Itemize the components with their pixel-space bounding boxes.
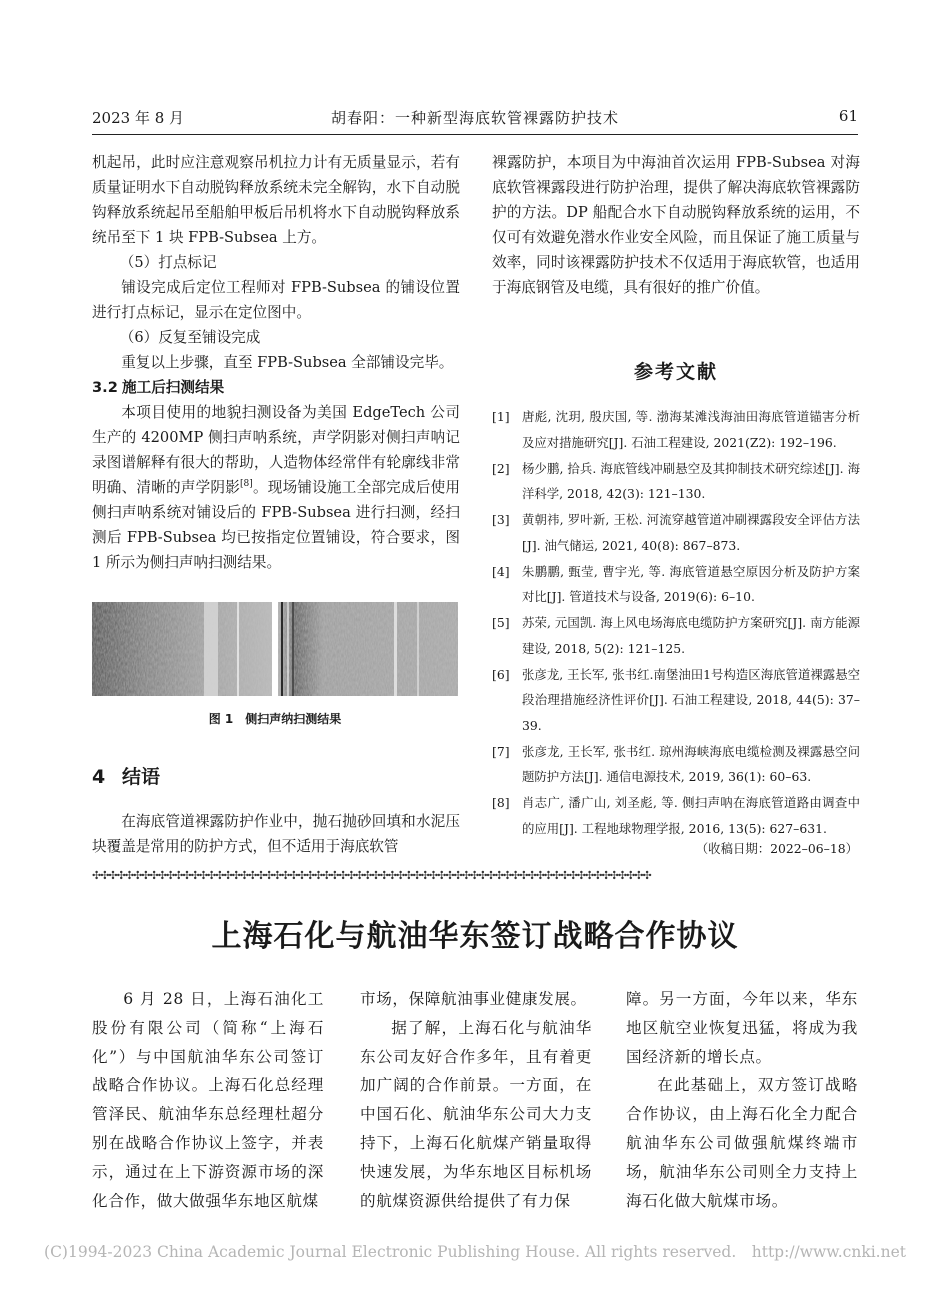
references-heading: 参考文献 (633, 361, 718, 383)
reference-text: 肖志广, 潘广山, 刘圣彪, 等. 侧扫声呐在海底管道路由调查中的应用[J]. 工程地球物理学报, 2016, 13(5): 627–631. (522, 795, 860, 836)
reference-text: 苏荣, 元国凯. 海上风电场海底电缆防护方案研究[J]. 南方能源建设, 2018, 5(2): 121–125. (522, 615, 860, 656)
news-paragraph-2-end: 障。另一方面，今年以来，华东地区航空业恢复迅猛，将成为我国经济新的增长点。 (626, 990, 858, 1066)
news-column-1 (92, 985, 324, 1215)
section-3-2-paragraph (92, 400, 460, 575)
reference-item (492, 559, 860, 610)
citation-8: [8] (240, 479, 253, 490)
left-column (92, 150, 460, 575)
reference-number: [7] (492, 743, 510, 759)
section-4-heading (92, 762, 160, 789)
reference-text: 杨少鹏, 拾兵. 海底管线冲刷悬空及其抑制技术研究综述[J]. 海洋科学, 2018, 42(3): 121–130. (522, 460, 860, 501)
section-4-paragraph: 在海底管道裸露防护作业中，抛石抛砂回填和水泥压块覆盖是常用的防护方式，但不适用于海底软管 (92, 813, 460, 855)
right-column (492, 150, 860, 300)
news-title: 上海石化与航油华东签订战略合作协议 (211, 919, 739, 954)
news-paragraph-1-end: 市场，保障航油事业健康发展。 (360, 990, 587, 1008)
step-5-title: （5）打点标记 (119, 254, 217, 271)
section-4-title: 结语 (122, 766, 161, 788)
header-title: 胡春阳：一种新型海底软管裸露防护技术 (330, 109, 619, 127)
reference-number: [5] (492, 615, 510, 630)
reference-item (492, 790, 860, 841)
reference-text: 张彦龙, 王长军, 张书红.南堡油田1号构造区海底管道裸露悬空段治理措施经济性评价[J]. 石油工程建设, 2018, 44(5): 37–39. (522, 666, 860, 733)
reference-item (492, 610, 860, 661)
news-paragraph-3: 在此基础上，双方签订战略合作协议，由上海石化全力配合航油华东公司做强航煤终端市场，航油华东公司则全力支持上海石化做大航煤市场。 (626, 1076, 858, 1210)
news-paragraph-1: 6 月 28 日，上海石油化工股份有限公司（简称“上海石化”）与中国航油华东公司签订战略合作协议。上海石化总经理管泽民、航油华东总经理杜超分别在战略合作协议上签字，并表示，通过在上下游资源市场的深化合作，做大做强华东地区航煤 (92, 990, 324, 1210)
conclusion-paragraph: 裸露防护，本项目为中海油首次运用 FPB-Subsea 对海底软管裸露段进行防护治理，提供了解决海底软管裸露防护的方法。DP 船配合水下自动脱钩释放系统的运用，不仅可有效避免潜水作业安全风险，而且保证了施工质量与效率，同时该裸露防护技术不仅适用于海底软管，也适用于海底钢管及电缆，具有很好的推广价值。 (492, 154, 860, 296)
sonar-scan-figure (92, 602, 458, 696)
reference-number: [2] (492, 460, 510, 476)
reference-number: [1] (492, 409, 510, 424)
section-3-2-number: 3.2 (92, 379, 118, 396)
header-date: 2023 年 8 月 (92, 109, 185, 127)
reference-number: [8] (492, 795, 510, 810)
step-6-text: 重复以上步骤，直至 FPB-Subsea 全部铺设完毕。 (121, 354, 454, 371)
section-3-2-text-a: 本项目使用的地貌扫测设备为美国 EdgeTech 公司生产的 4200MP 侧扫声呐系统，声学阴影对侧扫声呐记录图谱解释有很大的帮助，人造物体经常伴有轮廓线非常明确、清晰的声学阴影 (92, 404, 460, 496)
reference-number: [4] (492, 563, 510, 579)
reference-text: 黄朝祎, 罗叶新, 王松. 河流穿越管道冲刷裸露段安全评估方法[J]. 油气储运, 2021, 40(8): 867–873. (522, 512, 860, 553)
reference-text: 张彦龙, 王长军, 张书红. 琼州海峡海底电缆检测及裸露悬空问题防护方法[J]. 通信电源技术, 2019, 36(1): 60–63. (522, 743, 860, 784)
news-column-3 (626, 985, 858, 1215)
section-3-2-heading (92, 375, 460, 400)
copyright-footer: (C)1994-2023 China Academic Journal Electronic Publishing House. All rights reserved. http://www.cnki.net (44, 1243, 906, 1261)
received-date: （收稿日期：2022–06–18） (695, 841, 858, 856)
reference-text: 朱鹏鹏, 甄莹, 曹宇光, 等. 海底管道悬空原因分析及防护方案对比[J]. 管道技术与设备, 2019(6): 6–10. (522, 563, 860, 604)
news-column-2 (360, 985, 592, 1215)
reference-number: [3] (492, 512, 510, 527)
step-5-text: 铺设完成后定位工程师对 FPB-Subsea 的铺设位置进行打点标记，显示在定位图中。 (92, 279, 460, 321)
section-divider: ✣✣✣✣✣✣✣✣✣✣✣✣✣✣✣✣✣✣✣✣✣✣✣✣✣✣✣✣✣✣✣✣✣✣✣✣✣✣✣✣✣✣✣✣✣✣✣✣✣✣✣✣✣✣✣✣✣✣✣✣✣✣✣✣✣✣✣✣ (92, 869, 651, 882)
reference-item (492, 739, 860, 790)
reference-list (492, 404, 860, 842)
reference-item (492, 507, 860, 558)
section-3-2-text-b: 。现场铺设施工全部完成后使用侧扫声呐系统对铺设后的 FPB-Subsea 进行扫测，经扫测后 FPB-Subsea 均已按指定位置铺设，符合要求，图 1 所示为侧扫声呐扫测结果。 (92, 479, 460, 571)
step-6-title: （6）反复至铺设完成 (119, 329, 261, 346)
reference-text: 唐彪, 沈玥, 殷庆国, 等. 渤海某滩浅海油田海底管道锚害分析及应对措施研究[J]. 石油工程建设, 2021(Z2): 192–196. (522, 409, 860, 450)
header-rule (92, 134, 858, 135)
intro-paragraph: 机起吊，此时应注意观察吊机拉力计有无质量显示，若有质量证明水下自动脱钩释放系统未完全解钩，水下自动脱钩释放系统起吊至船舶甲板后吊机将水下自动脱钩释放系统吊至下 1 块 FPB-Subsea 上方。 (92, 154, 460, 246)
figure-caption: 图 1 侧扫声纳扫测结果 (208, 712, 342, 726)
page-number: 61 (838, 107, 858, 125)
news-paragraph-2: 据了解，上海石化与航油华东公司友好合作多年，且有着更加广阔的合作前景。一方面，在中国石化、航油华东公司大力支持下，上海石化航煤产销量取得快速发展，为华东地区目标机场的航煤资源供给提供了有力保 (360, 1018, 592, 1210)
section-4-number: 4 (92, 766, 106, 788)
reference-item (492, 662, 860, 739)
reference-item (492, 456, 860, 507)
reference-item (492, 404, 860, 455)
reference-number: [6] (492, 666, 510, 682)
section-3-2-title: 施工后扫测结果 (122, 379, 225, 396)
